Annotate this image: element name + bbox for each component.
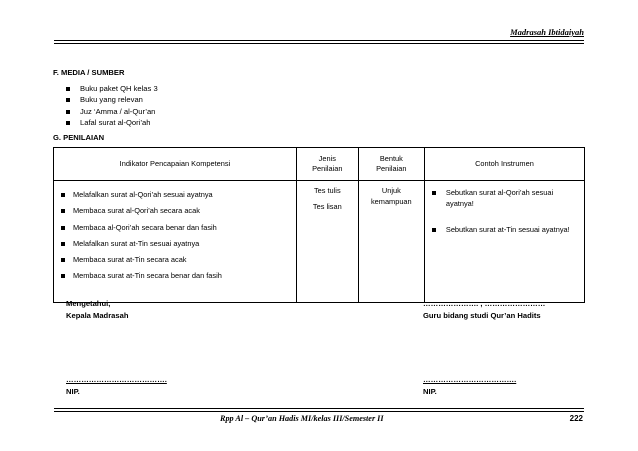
list-item: Membaca al-Qori’ah secara benar dan fasih bbox=[61, 220, 295, 236]
list-item: Lafal surat al-Qori’ah bbox=[66, 117, 158, 128]
right-nip-block: ………………………………. NIP. bbox=[423, 375, 517, 396]
bullet-icon bbox=[61, 258, 65, 262]
list-item: Sebutkan surat al-Qori’ah sesuai ayatnya! bbox=[432, 187, 579, 209]
list-item: Membaca surat al-Qori’ah secara acak bbox=[61, 203, 295, 219]
list-item: Juz ‘Amma / al-Qur’an bbox=[66, 106, 158, 117]
indikator-cell bbox=[54, 181, 297, 303]
bullet-icon bbox=[66, 121, 70, 125]
footer-title: Rpp Al – Qur’an Hadis MI/kelas III/Semester II bbox=[220, 414, 384, 423]
list-item: Melafalkan surat at-Tin sesuai ayatnya bbox=[61, 236, 295, 252]
list-item: Membaca surat at-Tin secara acak bbox=[61, 252, 295, 268]
penilaian-table bbox=[53, 147, 585, 303]
instrumen-cell bbox=[424, 181, 584, 303]
bullet-icon bbox=[61, 242, 65, 246]
footer-rule bbox=[54, 408, 584, 412]
bullet-icon bbox=[432, 191, 436, 195]
page-number: 222 bbox=[569, 414, 583, 423]
bullet-icon bbox=[66, 98, 70, 102]
left-signature-block: Mengetahui, Kepala Madrasah bbox=[66, 299, 129, 320]
header-title: Madrasah Ibtidaiyah bbox=[510, 27, 584, 37]
bullet-icon bbox=[66, 110, 70, 114]
table-header-row bbox=[54, 148, 585, 181]
header-rule bbox=[54, 40, 584, 44]
bullet-icon bbox=[66, 87, 70, 91]
list-item: Buku yang relevan bbox=[66, 94, 158, 105]
bullet-icon bbox=[61, 226, 65, 230]
header-jenis: Jenis Penilaian bbox=[296, 148, 358, 181]
table-row bbox=[54, 181, 585, 303]
bullet-icon bbox=[61, 209, 65, 213]
bullet-icon bbox=[61, 193, 65, 197]
media-list bbox=[66, 83, 158, 128]
bentuk-cell: Unjuk kemampuan bbox=[358, 181, 424, 303]
penilaian-heading: G. PENILAIAN bbox=[53, 133, 105, 142]
list-item: Melafalkan surat al-Qori’ah sesuai ayatnya bbox=[61, 187, 295, 203]
list-item: Sebutkan surat at-Tin sesuai ayatnya! bbox=[432, 224, 579, 235]
list-item: Membaca surat at-Tin secara benar dan fasih bbox=[61, 268, 295, 284]
header-contoh: Contoh Instrumen bbox=[424, 148, 584, 181]
header-bentuk: Bentuk Penilaian bbox=[358, 148, 424, 181]
header-indikator: Indikator Pencapaian Kompetensi bbox=[54, 148, 297, 181]
media-heading: F. MEDIA / SUMBER bbox=[53, 68, 125, 77]
right-signature-block: …………………. , …………………… Guru bidang studi Qur’an Hadits bbox=[423, 299, 546, 320]
left-nip-block: …………………………………. NIP. bbox=[66, 375, 167, 396]
bullet-icon bbox=[432, 228, 436, 232]
bullet-icon bbox=[61, 274, 65, 278]
list-item: Buku paket QH kelas 3 bbox=[66, 83, 158, 94]
jenis-cell: Tes tulis Tes lisan bbox=[296, 181, 358, 303]
